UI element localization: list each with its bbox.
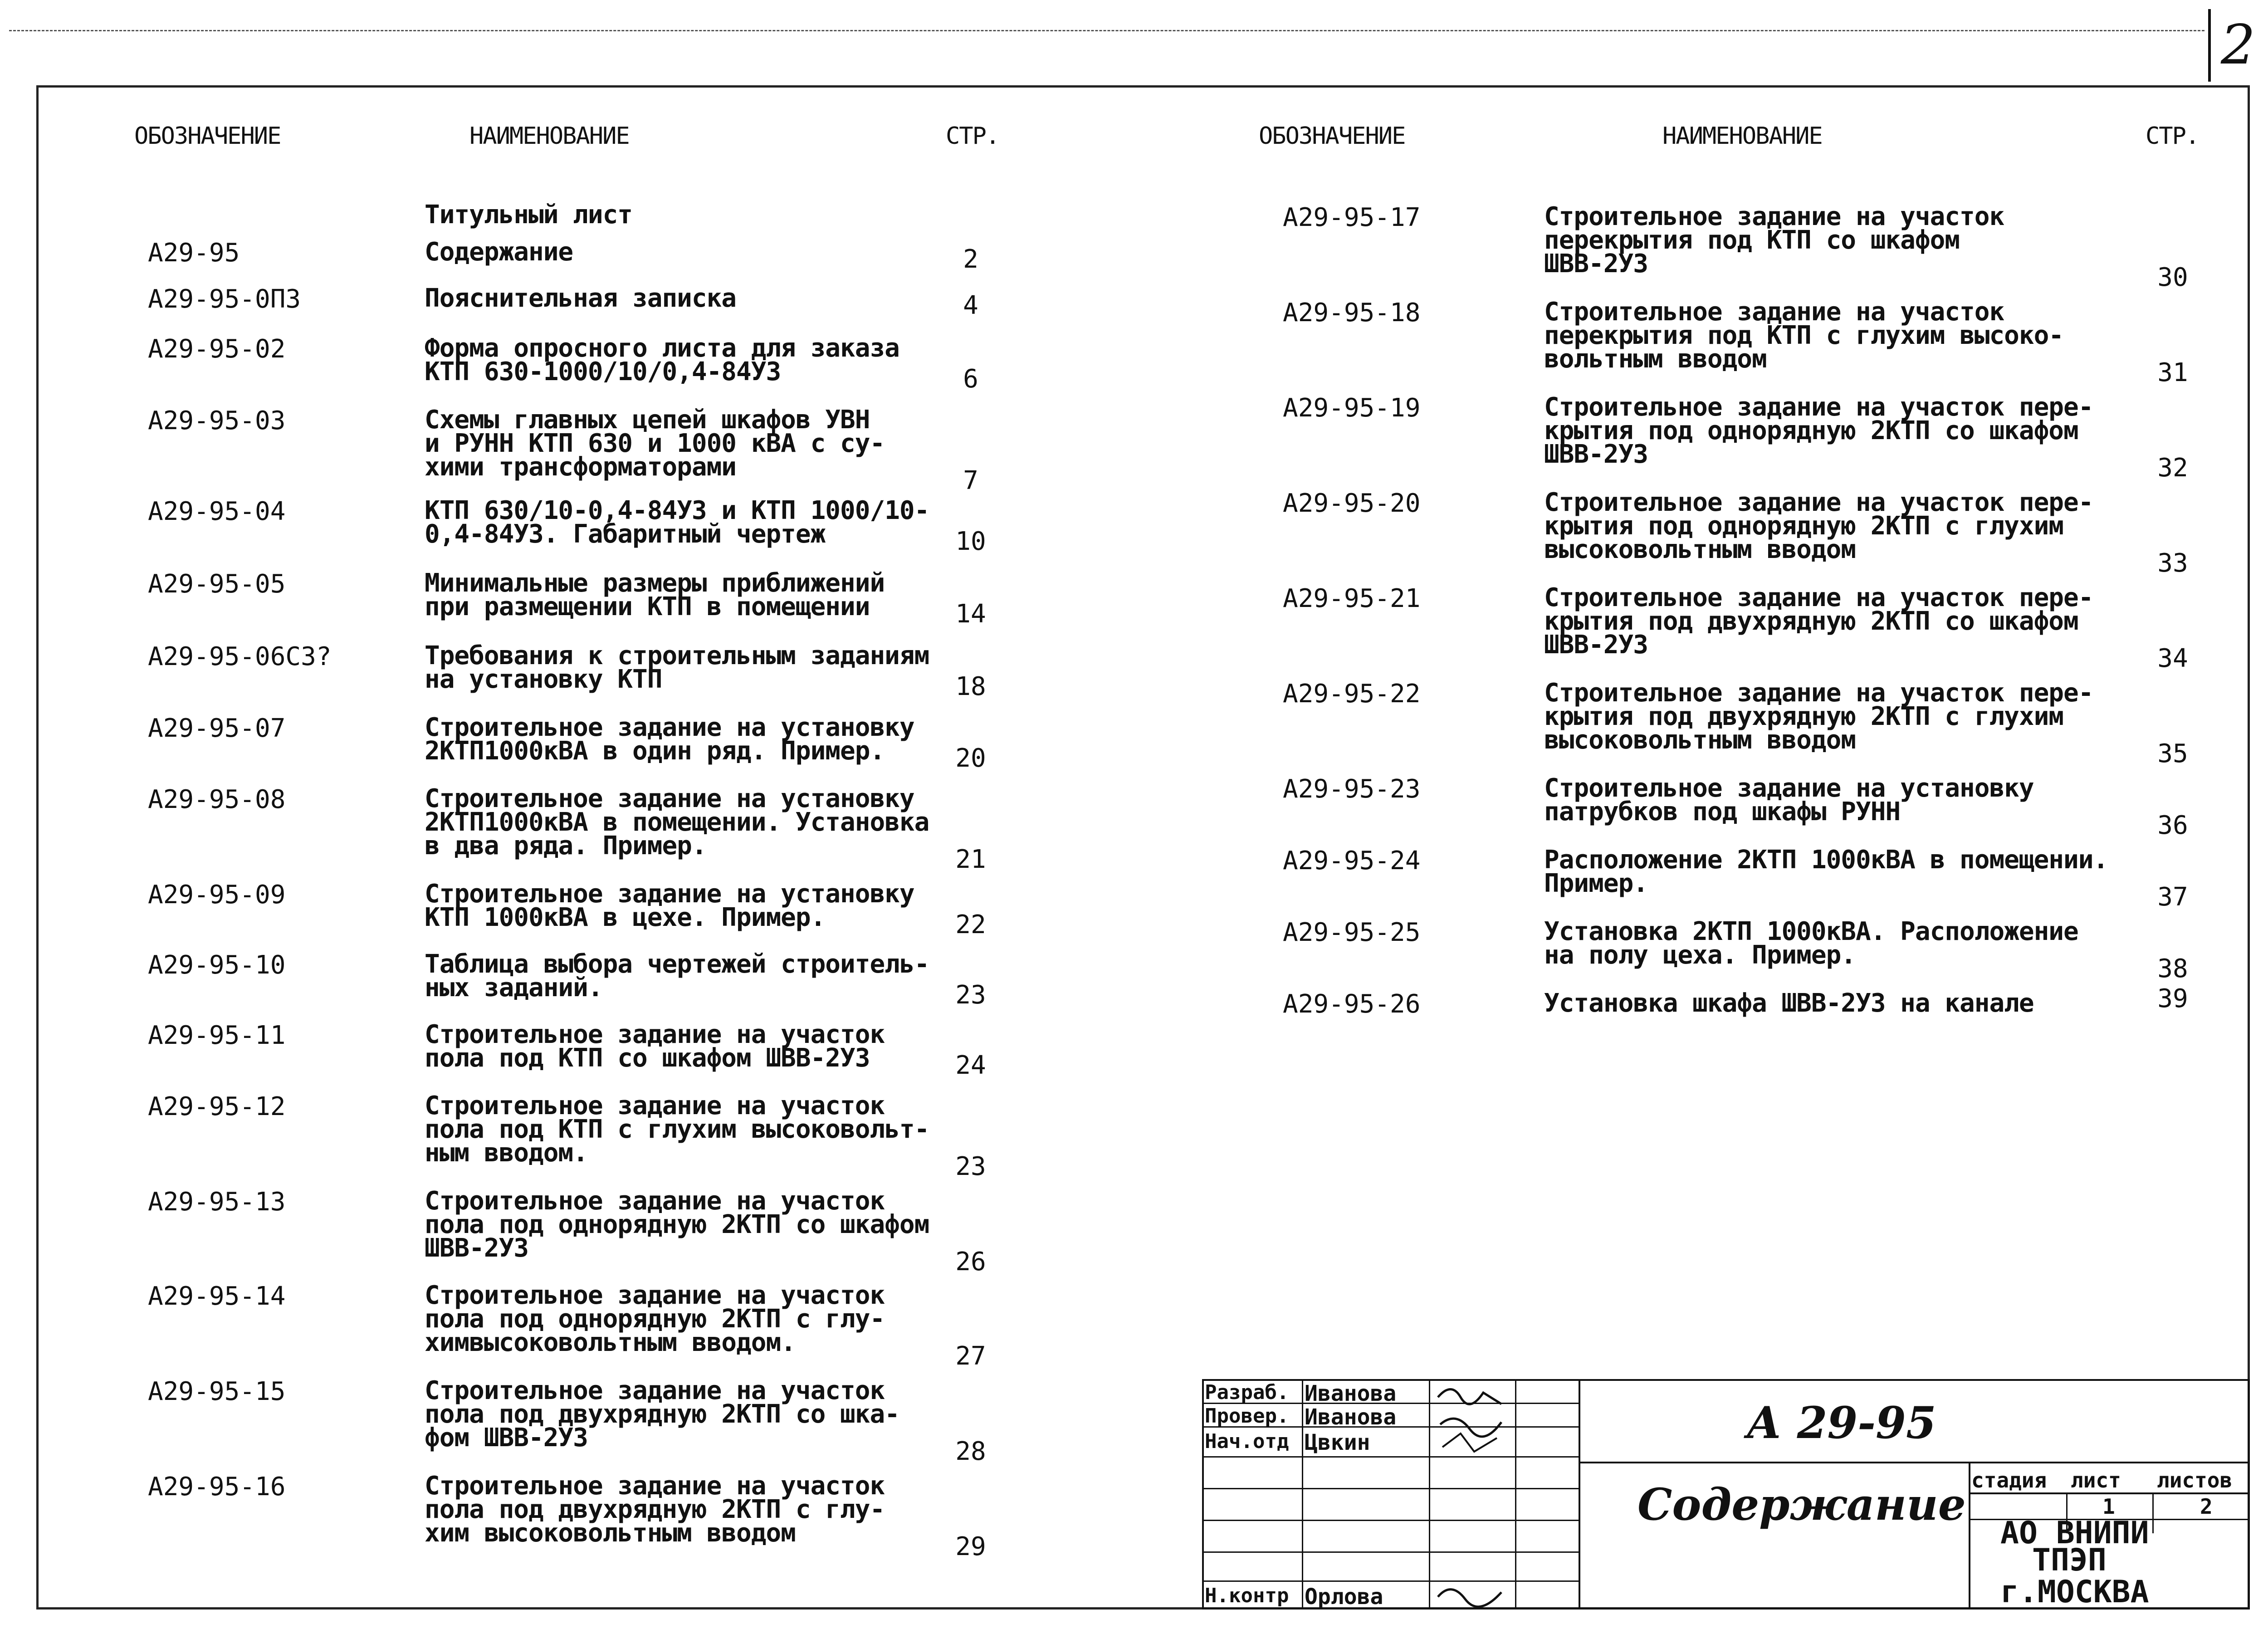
left-entry-code: А29-95-03 [148, 406, 286, 435]
left-entry-code: А29-95-06СЗ? [148, 642, 332, 671]
right-entry-page: 37 [2157, 882, 2188, 912]
header-page-left: СТР. [946, 122, 999, 150]
left-entry-name: Строительное задание на установку КТП 1000кВА в цехе. Пример. [425, 879, 914, 932]
top-trim-line [9, 30, 2204, 31]
left-entry-name: Строительное задание на участок пола под КТП со шкафом ШВВ-2УЗ [425, 1020, 885, 1073]
right-entry-page: 33 [2157, 548, 2188, 578]
left-entry-name: Таблица выбора чертежей строитель- ных заданий. [425, 949, 929, 1003]
left-entry-name: Минимальные размеры приближений при размещении КТП в помещении [425, 568, 885, 621]
right-entry-name: Строительное задание на участок пере- крытия под двухрядную 2КТП с глухим высоковольтным вводом [1544, 678, 2093, 755]
left-entry-code: А29-95-13 [148, 1187, 286, 1217]
left-entry-code: А29-95-07 [148, 714, 286, 743]
right-entry-code: А29-95-22 [1283, 679, 1421, 709]
left-entry-page: 22 [955, 910, 986, 939]
right-entry-name: Строительное задание на участок перекрытия под КТП со шкафом ШВВ-2УЗ [1544, 202, 2004, 279]
right-entry-name: Строительное задание на установку патрубков под шкафы РУНН [1544, 773, 2034, 827]
right-entry-code: А29-95-24 [1283, 846, 1421, 876]
right-entry-code: А29-95-21 [1283, 584, 1421, 613]
sheet-value: 1 [2102, 1494, 2115, 1519]
left-entry-page: 23 [955, 980, 986, 1010]
header-name-right: НАИМЕНОВАНИЕ [1662, 122, 1822, 150]
left-entry-page: 29 [955, 1532, 986, 1561]
right-entry-code: А29-95-23 [1283, 774, 1421, 804]
left-entry-page: 21 [955, 845, 986, 874]
right-entry-name: Строительное задание на участок пере- крытия под двухрядную 2КТП со шкафом ШВВ-2УЗ [1544, 583, 2093, 660]
left-entry-page: 27 [955, 1341, 986, 1371]
left-entry-page: 6 [963, 364, 978, 394]
left-entry-page: 14 [955, 599, 986, 629]
grid-line [1302, 1379, 1303, 1610]
left-entry-name: Строительное задание на участок пола под однорядную 2КТП со шкафом ШВВ-2УЗ [425, 1186, 929, 1263]
org-line-1: АО ВНИПИ [2000, 1515, 2149, 1551]
signature-norm-control [1433, 1579, 1510, 1609]
left-entry-page: 24 [955, 1051, 986, 1080]
grid-line [1579, 1379, 1580, 1610]
right-entry-page: 36 [2157, 811, 2188, 840]
left-entry-name: Строительное задание на установку 2КТП1000кВА в один ряд. Пример. [425, 713, 914, 766]
left-entry-page: 2 [963, 245, 978, 274]
right-entry-name: Расположение 2КТП 1000кВА в помещении. Пример. [1544, 845, 2108, 898]
left-entry-code: А29-95-10 [148, 950, 286, 980]
document-code: А 29-95 [1746, 1397, 1936, 1448]
right-entry-code: А29-95-18 [1283, 298, 1421, 328]
role-developer: Разраб. [1205, 1381, 1289, 1404]
title-block [1202, 1379, 2250, 1610]
sheet-number: 2 [2208, 9, 2265, 82]
right-entry-code: А29-95-17 [1283, 203, 1421, 232]
left-entry-name: Содержание [425, 237, 573, 267]
right-entry-page: 30 [2157, 263, 2188, 292]
sheet-label: лист [2071, 1468, 2121, 1492]
person-developer: Иванова [1305, 1381, 1397, 1406]
right-entry-name: Установка 2КТП 1000кВА. Расположение на полу цеха. Пример. [1544, 917, 2078, 970]
left-entry-name: Требования к строительным заданиям на установку КТП [425, 641, 929, 694]
header-designation-right: ОБОЗНАЧЕНИЕ [1259, 122, 1405, 150]
right-entry-page: 31 [2157, 358, 2188, 387]
stage-label: стадия [1971, 1468, 2047, 1492]
right-entry-code: А29-95-25 [1283, 918, 1421, 947]
grid-line [1579, 1462, 2250, 1463]
right-entry-page: 39 [2157, 984, 2188, 1013]
left-entry-code: А29-95-12 [148, 1092, 286, 1121]
sheets-label: листов [2157, 1468, 2233, 1492]
left-entry-code: А29-95 [148, 238, 240, 268]
left-entry-code: А29-95-02 [148, 334, 286, 364]
left-entry-name: Строительное задание на установку 2КТП1000кВА в помещении. Установка в два ряда. Пример. [425, 784, 929, 861]
left-entry-page: 10 [955, 527, 986, 556]
left-entry-name: Строительное задание на участок пола под КТП с глухим высоковольт- ным вводом. [425, 1091, 929, 1168]
right-entry-code: А29-95-26 [1283, 989, 1421, 1019]
person-checker: Иванова [1305, 1404, 1397, 1430]
grid-line [1202, 1488, 1579, 1489]
role-checker: Провер. [1205, 1404, 1289, 1428]
right-entry-page: 35 [2157, 739, 2188, 768]
right-entry-code: А29-95-19 [1283, 393, 1421, 423]
left-entry-page: 4 [963, 291, 978, 320]
right-entry-page: 34 [2157, 644, 2188, 673]
right-entry-page: 32 [2157, 453, 2188, 483]
left-entry-code: А29-95-08 [148, 785, 286, 814]
left-entry-code: А29-95-16 [148, 1472, 286, 1502]
grid-line [1202, 1580, 1579, 1582]
sheets-value: 2 [2200, 1494, 2213, 1519]
document-title: Содержание [1637, 1479, 1966, 1530]
left-entry-code: А29-95-14 [148, 1282, 286, 1311]
grid-line [1969, 1462, 1970, 1610]
right-entry-page: 38 [2157, 954, 2188, 983]
org-line-2: ТПЭП [2032, 1542, 2107, 1578]
left-entry-name: Пояснительная записка [425, 284, 737, 313]
header-name-left: НАИМЕНОВАНИЕ [469, 122, 629, 150]
right-entry-name: Установка шкафа ШВВ-2УЗ на канале [1544, 988, 2034, 1018]
left-entry-name: Строительное задание на участок пола под однорядную 2КТП с глу- химвысоковольтным вводом. [425, 1281, 885, 1357]
left-entry-name: Схемы главных цепей шкафов УВН и РУНН КТП 630 и 1000 кВА с су- хими трансформаторами [425, 405, 885, 482]
grid-line [1202, 1551, 1579, 1553]
grid-line [1429, 1379, 1430, 1610]
right-entry-name: Строительное задание на участок перекрытия под КТП с глухим высоко- вольтным вводом [1544, 297, 2064, 374]
left-entry-page: 18 [955, 672, 986, 701]
left-entry-code: А29-95-05 [148, 569, 286, 599]
left-entry-name: Строительное задание на участок пола под двухрядную 2КТП со шка- фом ШВВ-2УЗ [425, 1376, 899, 1453]
right-entry-code: А29-95-20 [1283, 489, 1421, 518]
role-norm-control: Н.контр [1205, 1584, 1289, 1607]
left-entry-page: 20 [955, 744, 986, 773]
left-entry-code: А29-95-15 [148, 1377, 286, 1406]
right-entry-name: Строительное задание на участок пере- крытия под однорядную 2КТП с глухим высоковольтным вводом [1544, 488, 2093, 564]
left-entry-name: Титульный лист [425, 200, 633, 230]
org-line-3: г.МОСКВА [2000, 1574, 2149, 1610]
left-entry-code: А29-95-11 [148, 1021, 286, 1050]
header-page-right: СТР. [2146, 122, 2199, 150]
left-entry-code: А29-95-0ПЗ [148, 284, 301, 314]
grid-line [1202, 1520, 1579, 1521]
left-entry-page: 26 [955, 1247, 986, 1277]
header-designation-left: ОБОЗНАЧЕНИЕ [134, 122, 281, 150]
left-entry-page: 23 [955, 1152, 986, 1181]
left-entry-code: А29-95-09 [148, 880, 286, 910]
left-entry-name: КТП 630/10-0,4-84УЗ и КТП 1000/10- 0,4-84УЗ. Габаритный чертеж [425, 496, 929, 549]
left-entry-name: Строительное задание на участок пола под двухрядную 2КТП с глу- хим высоковольтным вводом [425, 1471, 885, 1548]
person-norm-control: Орлова [1305, 1584, 1383, 1610]
person-head-dept: Цвкин [1305, 1430, 1370, 1455]
grid-line [1515, 1379, 1516, 1610]
left-entry-name: Форма опросного листа для заказа КТП 630-1000/10/0,4-84УЗ [425, 333, 899, 386]
grid-line [1202, 1456, 1579, 1458]
left-entry-page: 7 [963, 466, 978, 495]
left-entry-page: 28 [955, 1437, 986, 1466]
left-entry-code: А29-95-04 [148, 497, 286, 526]
grid-line [2152, 1492, 2154, 1533]
signature-marks [1433, 1379, 1510, 1456]
right-entry-name: Строительное задание на участок пере- крытия под однорядную 2КТП со шкафом ШВВ-2УЗ [1544, 392, 2093, 469]
role-head-dept: Нач.отд [1205, 1430, 1289, 1453]
